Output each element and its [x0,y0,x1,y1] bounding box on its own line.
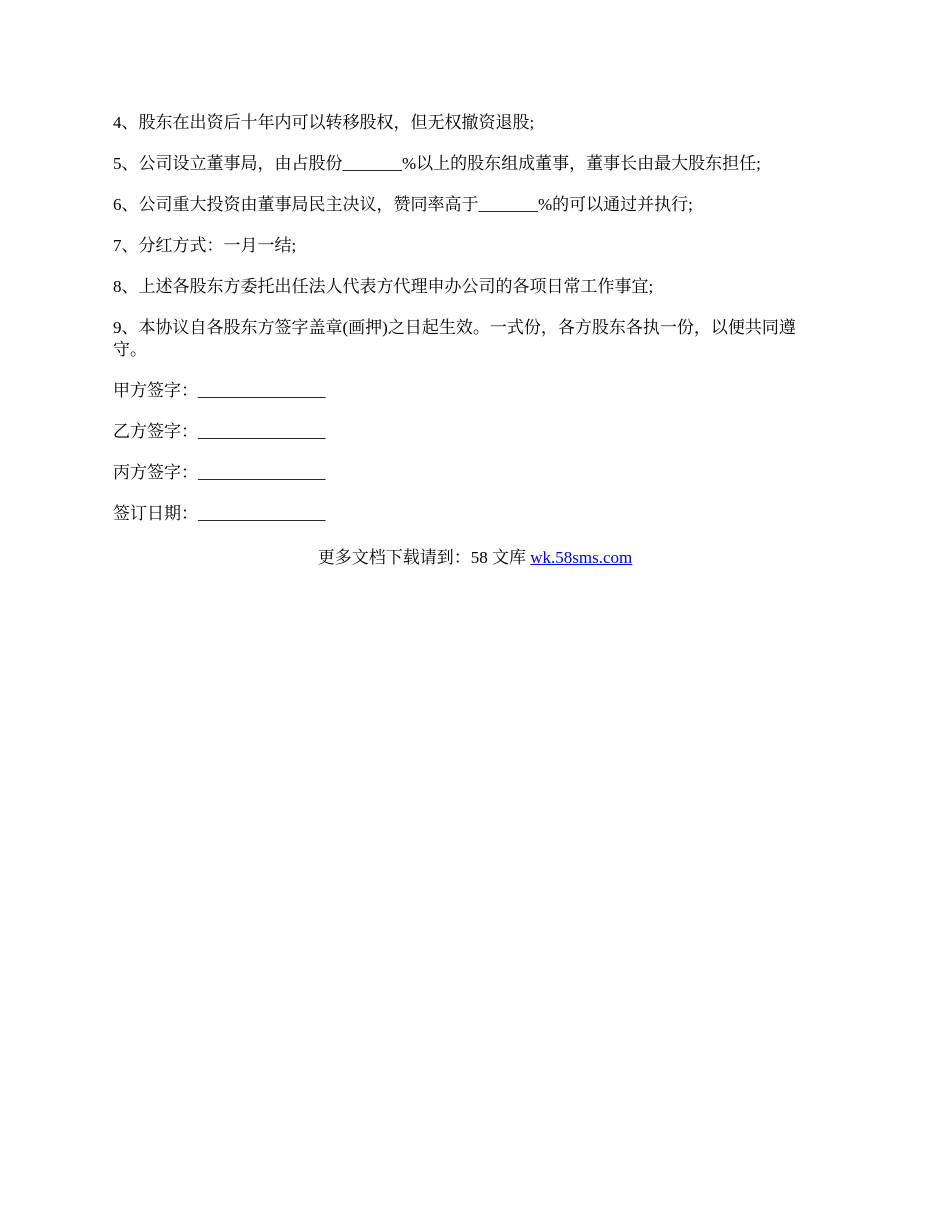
clause-4: 4、股东在出资后十年内可以转移股权，但无权撤资退股; [113,113,535,132]
footer-link[interactable]: wk.58sms.com [530,548,633,567]
agreement-body [113,112,825,544]
signature-party-c: 丙方签字：_______________ [113,463,326,482]
clause-5: 5、公司设立董事局，由占股份_______%以上的股东组成董事，董事长由最大股东担任; [113,154,761,173]
signing-date: 签订日期：_______________ [113,504,326,523]
footer-prefix: 更多文档下载请到：58 文库 [317,548,531,567]
clause-7: 7、分红方式：一月一结; [113,236,297,255]
signature-party-a: 甲方签字：_______________ [113,381,326,400]
clause-6: 6、公司重大投资由董事局民主决议，赞同率高于_______%的可以通过并执行; [113,195,693,214]
signature-party-b: 乙方签字：_______________ [113,422,326,441]
download-footer [0,547,950,569]
clause-9: 9、本协议自各股东方签字盖章(画押)之日起生效。一式份，各方股东各执一份，以便共同遵守。 [113,318,796,359]
clause-8: 8、上述各股东方委托出任法人代表方代理申办公司的各项日常工作事宜; [113,277,654,296]
